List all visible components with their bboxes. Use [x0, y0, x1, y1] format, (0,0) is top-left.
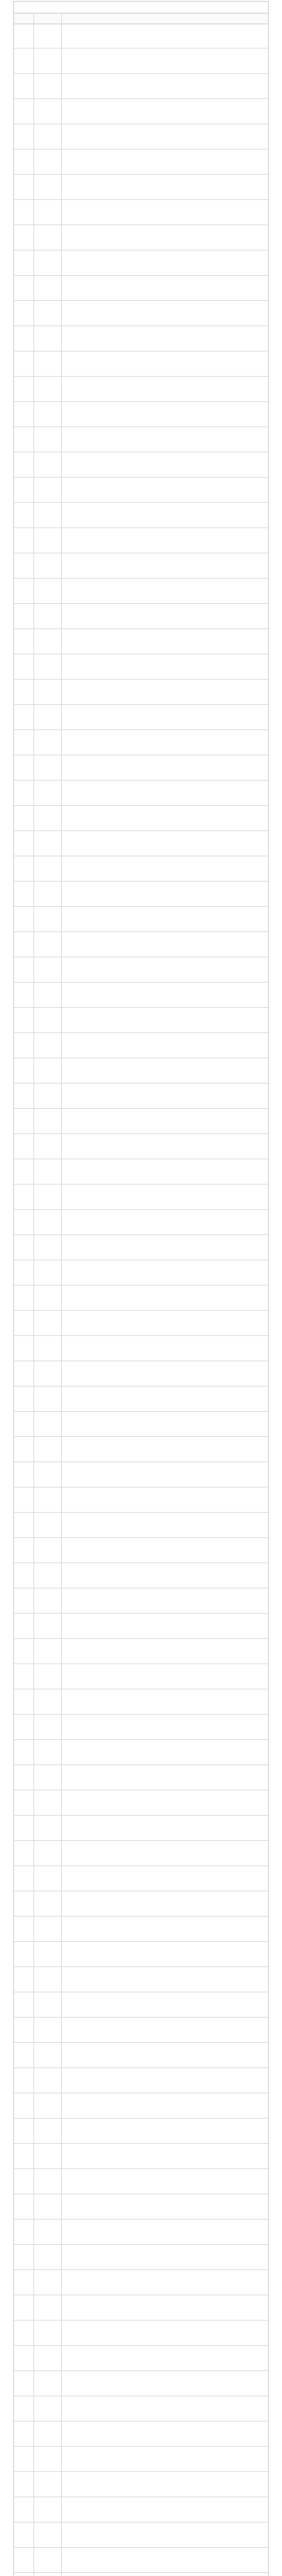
table-body — [14, 23, 268, 2576]
column-divider — [61, 13, 62, 2576]
document-page-1 — [13, 1, 269, 2576]
table-header-row — [14, 13, 268, 24]
table-caption-area — [14, 2, 268, 13]
